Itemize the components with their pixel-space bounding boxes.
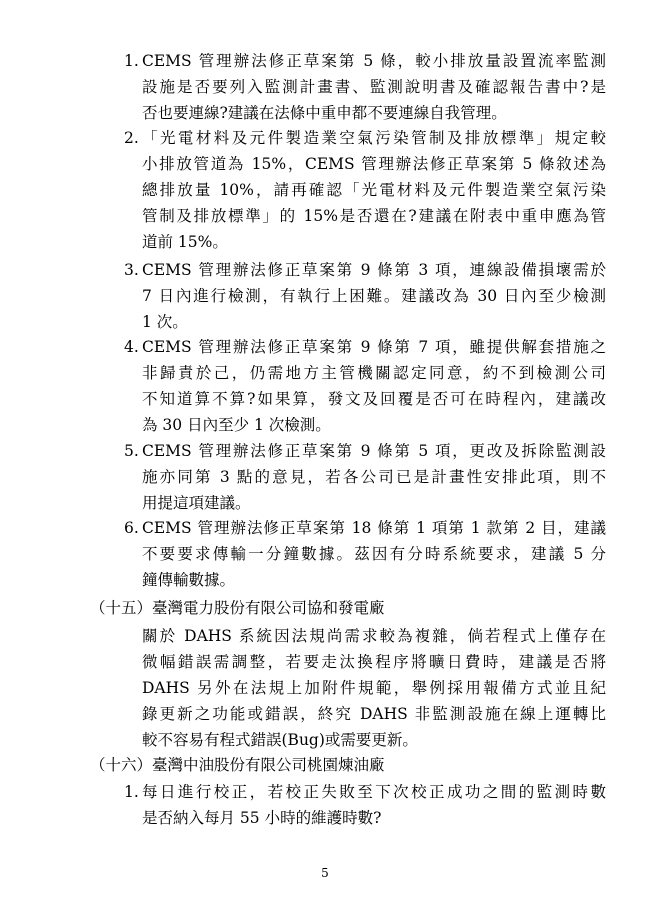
item-number: 5. <box>124 442 139 460</box>
item-text-line: 不要要求傳輸一分鐘數據。茲因有分時系統要求，建議 5 分 <box>142 545 606 563</box>
item-text-line: 鐘傳輸數據。 <box>142 571 236 589</box>
item-text-line: 「光電材料及元件製造業空氣污染管制及排放標準」規定較 <box>142 129 606 147</box>
item-text-line: CEMS 管理辦法修正草案第 5 條，較小排放量設置流率監測 <box>142 52 606 70</box>
section-heading: （十六）臺灣中油股份有限公司桃園煉油廠 <box>90 756 385 774</box>
item-text-line: 管制及排放標準」的 15%是否還在?建議在附表中重申應為管 <box>142 207 606 225</box>
item-number: 6. <box>124 519 139 537</box>
item-number: 1. <box>124 783 139 801</box>
section-paragraph <box>142 623 606 753</box>
item-text-line: 為 30 日內至少 1 次檢測。 <box>142 416 331 434</box>
paragraph-line: 微幅錯誤需調整，若要走汰換程序將曠日費時，建議是否將 <box>142 653 606 671</box>
item-text-line: 否也要連線?建議在法條中重申都不要連線自我管理。 <box>142 104 507 122</box>
item-text-line: 總排放量 10%，請再確認「光電材料及元件製造業空氣污染 <box>142 181 606 199</box>
item-number: 3. <box>124 261 139 279</box>
item-text-line: CEMS 管理辦法修正草案第 9 條第 7 項，雖提供解套措施之 <box>142 338 606 356</box>
item-number: 2. <box>124 129 139 147</box>
item-number: 4. <box>124 338 139 356</box>
item-text-line: 7 日內進行檢測，有執行上困難。建議改為 30 日內至少檢測 <box>142 287 606 305</box>
item-text-line: 每日進行校正，若校正失敗至下次校正成功之間的監測時數 <box>142 783 606 801</box>
item-text-line: 非歸責於己，仍需地方主管機關認定同意，約不到檢測公司 <box>142 364 606 382</box>
item-text-line: 道前 15%。 <box>142 233 228 251</box>
paragraph-line: DAHS 另外在法規上加附件規範，舉例採用報備方式並且紀 <box>142 679 606 697</box>
paragraph-line: 較不容易有程式錯誤(Bug)或需要更新。 <box>142 731 418 749</box>
item-text-line: CEMS 管理辦法修正草案第 9 條第 5 項，更改及拆除監測設 <box>142 442 606 460</box>
item-text-line: CEMS 管理辦法修正草案第 18 條第 1 項第 1 款第 2 目，建議 <box>142 519 606 537</box>
item-text-line: 施亦同第 3 點的意見，若各公司已是計畫性安排此項，則不 <box>142 468 606 486</box>
item-number: 1. <box>124 52 139 70</box>
paragraph-line: 錄更新之功能或錯誤，終究 DAHS 非監測設施在線上運轉比 <box>142 705 606 723</box>
item-text-line: 是否納入每月 55 小時的維護時數? <box>142 809 382 827</box>
item-text-line: CEMS 管理辦法修正草案第 9 條第 3 項，連線設備損壞需於 <box>142 261 606 279</box>
item-text-line: 用提這項建議。 <box>142 494 251 512</box>
item-text-line: 不知道算不算?如果算，發文及回覆是否可在時程內，建議改 <box>142 390 606 408</box>
item-text-line: 設施是否要列入監測計畫書、監測說明書及確認報告書中?是 <box>142 78 606 96</box>
section-heading: （十五）臺灣電力股份有限公司協和發電廠 <box>90 599 385 617</box>
item-text-line: 1 次。 <box>142 313 188 331</box>
paragraph-line: 關於 DAHS 系統因法規尚需求較為複雜，倘若程式上僅存在 <box>142 627 606 645</box>
page-number: 5 <box>321 866 329 880</box>
item-text-line: 小排放管道為 15%，CEMS 管理辦法修正草案第 5 條敘述為 <box>142 155 606 173</box>
